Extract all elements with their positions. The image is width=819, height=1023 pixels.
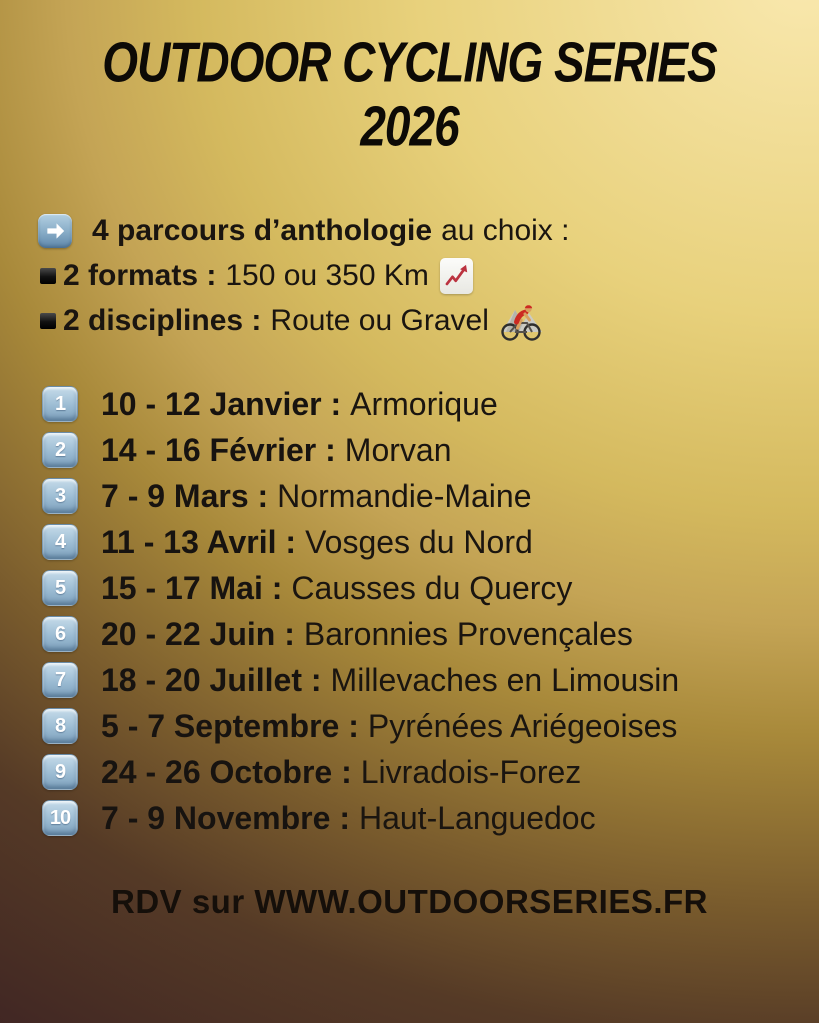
event-row xyxy=(42,427,819,473)
formats-label: 2 formats : xyxy=(63,258,217,292)
keycap-number-icon: 7 xyxy=(42,662,78,698)
parcours-rest-text: au choix : xyxy=(441,213,570,247)
event-location: Livradois-Forez xyxy=(360,753,582,790)
intro-section xyxy=(38,208,819,343)
intro-row-parcours xyxy=(38,208,819,253)
events-list xyxy=(42,381,819,841)
event-location: Vosges du Nord xyxy=(305,523,533,560)
intro-row-formats xyxy=(38,253,819,298)
keycap-number-icon: 1 xyxy=(42,386,78,422)
event-row xyxy=(42,565,819,611)
event-row xyxy=(42,703,819,749)
title-line-1: OUTDOOR CYCLING SERIES xyxy=(102,30,717,94)
keycap-number-icon: 2 xyxy=(42,432,78,468)
chart-increasing-icon xyxy=(440,258,473,294)
keycap-number-icon: 9 xyxy=(42,754,78,790)
event-date: 11 - 13 Avril : xyxy=(101,523,297,560)
intro-row-disciplines xyxy=(38,298,819,343)
black-small-square-icon xyxy=(40,313,56,329)
event-location: Haut-Languedoc xyxy=(358,799,596,836)
event-location: Armorique xyxy=(350,385,498,422)
event-location: Morvan xyxy=(344,431,452,468)
poster-title xyxy=(0,0,819,158)
event-date: 14 - 16 Février : xyxy=(101,431,336,468)
event-row xyxy=(42,657,819,703)
formats-value: 150 ou 350 Km xyxy=(225,258,429,292)
event-row xyxy=(42,381,819,427)
disciplines-label: 2 disciplines : xyxy=(63,303,262,337)
event-location: Millevaches en Limousin xyxy=(330,661,680,698)
keycap-number-icon: 3 xyxy=(42,478,78,514)
mountain-biker-icon xyxy=(499,301,543,341)
event-location: Pyrénées Ariégeoises xyxy=(367,707,678,744)
black-small-square-icon xyxy=(40,268,56,284)
event-location: Baronnies Provençales xyxy=(303,615,633,652)
event-date: 7 - 9 Novembre : xyxy=(101,799,350,836)
event-row xyxy=(42,749,819,795)
event-date: 18 - 20 Juillet : xyxy=(101,661,322,698)
right-arrow-icon xyxy=(38,214,72,248)
keycap-number-icon: 4 xyxy=(42,524,78,560)
event-date: 5 - 7 Septembre : xyxy=(101,707,359,744)
parcours-bold-text: 4 parcours d’anthologie xyxy=(92,213,433,247)
keycap-number-icon: 10 xyxy=(42,800,78,836)
disciplines-value: Route ou Gravel xyxy=(270,303,489,337)
event-date: 15 - 17 Mai : xyxy=(101,569,283,606)
keycap-number-icon: 6 xyxy=(42,616,78,652)
event-row xyxy=(42,473,819,519)
keycap-number-icon: 8 xyxy=(42,708,78,744)
event-location: Normandie-Maine xyxy=(277,477,532,514)
event-row xyxy=(42,795,819,841)
title-line-2: 2026 xyxy=(360,94,459,158)
footer-cta: RDV sur WWW.OUTDOORSERIES.FR xyxy=(110,883,708,920)
event-location: Causses du Quercy xyxy=(291,569,573,606)
event-row xyxy=(42,611,819,657)
event-date: 10 - 12 Janvier : xyxy=(101,385,342,422)
event-date: 7 - 9 Mars : xyxy=(101,477,269,514)
event-row xyxy=(42,519,819,565)
event-date: 24 - 26 Octobre : xyxy=(101,753,352,790)
event-date: 20 - 22 Juin : xyxy=(101,615,295,652)
keycap-number-icon: 5 xyxy=(42,570,78,606)
